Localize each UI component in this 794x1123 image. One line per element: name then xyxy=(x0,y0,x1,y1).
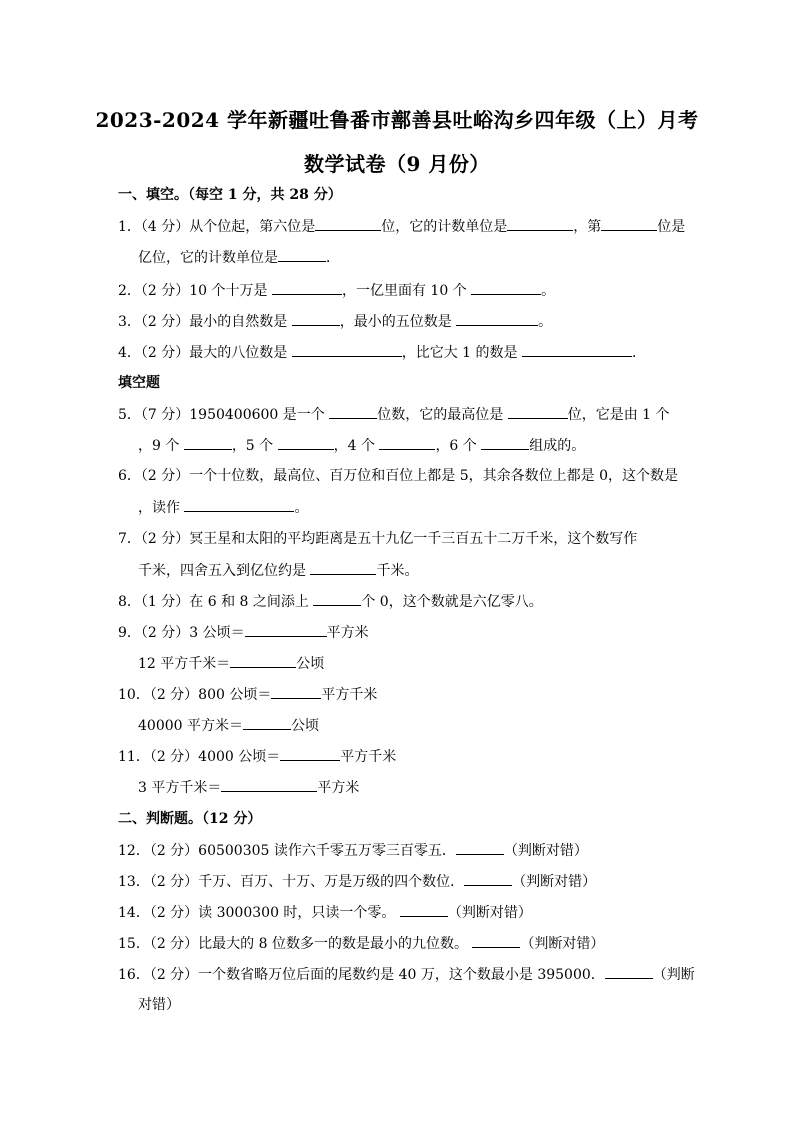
answer-blank xyxy=(472,934,520,948)
answer-blank xyxy=(221,778,317,792)
question-9-line1: 9．（2 分）3 公顷＝ 平方米 xyxy=(118,625,369,641)
question-5-line1: 5．（7 分）1950400600 是一个 位数，它的最高位是 位，它是由 1 个 xyxy=(118,407,670,423)
section-judgment-header: 二、判断题。（12 分） xyxy=(118,811,262,827)
exam-title-line2: 数学试卷（9 月份） xyxy=(304,152,490,176)
answer-blank xyxy=(329,405,377,419)
answer-blank xyxy=(507,217,573,231)
question-16-line2: 对错） xyxy=(138,997,180,1013)
answer-blank xyxy=(522,343,632,357)
answer-blank xyxy=(315,217,381,231)
question-4: 4．（2 分）最大的八位数是 ，比它大 1 的数是 ． xyxy=(118,345,646,361)
answer-blank xyxy=(278,436,334,450)
question-14: 14．（2 分）读 3000300 时，只读一个零。 （判断对错） xyxy=(118,905,532,921)
answer-blank xyxy=(471,281,541,295)
question-1-line1: 1．（4 分）从个位起，第六位是 位，它的计数单位是 ，第 位是 xyxy=(118,219,686,235)
question-8: 8．（1 分）在 6 和 8 之间添上 个 0，这个数就是六亿零八。 xyxy=(118,594,543,610)
answer-blank xyxy=(245,623,327,637)
question-7-line2: 千米，四舍五入到亿位约是 千米。 xyxy=(138,563,419,579)
question-11-line2: 3 平方千米＝ 平方米 xyxy=(138,780,360,796)
answer-blank xyxy=(313,592,361,606)
question-9-line2: 12 平方千米＝ 公顷 xyxy=(138,656,325,672)
section-fill-in-header: 一、填空。（每空 1 分，共 28 分） xyxy=(118,187,342,203)
answer-blank xyxy=(278,248,326,262)
answer-blank xyxy=(481,436,529,450)
question-10-line1: 10．（2 分）800 公顷＝ 平方千米 xyxy=(118,687,378,703)
question-1-line2: 亿位，它的计数单位是 ． xyxy=(138,250,340,266)
question-7-line1: 7．（2 分）冥王星和太阳的平均距离是五十九亿一千三百五十二万千米，这个数写作 xyxy=(118,531,638,547)
answer-blank xyxy=(292,312,340,326)
question-13: 13．（2 分）千万、百万、十万、万是万级的四个数位． （判断对错） xyxy=(118,874,597,890)
answer-blank xyxy=(184,498,294,512)
answer-blank xyxy=(271,685,321,699)
question-15: 15．（2 分）比最大的 8 位数多一的数是最小的九位数。 （判断对错） xyxy=(118,936,605,952)
section-fill-subheader: 填空题 xyxy=(118,375,160,391)
question-3: 3．（2 分）最小的自然数是 ，最小的五位数是 。 xyxy=(118,314,553,330)
question-10-line2: 40000 平方米＝ 公顷 xyxy=(138,718,319,734)
answer-blank xyxy=(272,281,342,295)
question-12: 12．（2 分）60500305 读作六千零五万零三百零五． （判断对错） xyxy=(118,843,588,859)
question-16-line1: 16．（2 分）一个数省略万位后面的尾数约是 40 万，这个数最小是 395000． （判断 xyxy=(118,967,695,983)
question-11-line1: 11．（2 分）4000 公顷＝ 平方千米 xyxy=(118,749,397,765)
answer-blank xyxy=(280,747,340,761)
answer-blank xyxy=(508,405,568,419)
answer-blank xyxy=(310,561,376,575)
answer-blank xyxy=(601,217,657,231)
answer-blank xyxy=(184,436,232,450)
answer-blank xyxy=(379,436,435,450)
answer-blank xyxy=(230,654,296,668)
answer-blank xyxy=(456,312,538,326)
answer-blank xyxy=(292,343,402,357)
answer-blank xyxy=(464,872,512,886)
answer-blank xyxy=(605,965,653,979)
exam-title-line1: 2023-2024 学年新疆吐鲁番市鄯善县吐峪沟乡四年级（上）月考 xyxy=(95,108,699,132)
answer-blank xyxy=(243,716,291,730)
question-5-line2: ，9 个 ，5 个 ，4 个 ，6 个 组成的。 xyxy=(138,438,586,454)
answer-blank xyxy=(456,841,504,855)
answer-blank xyxy=(400,903,448,917)
question-2: 2．（2 分）10 个十万是 ，一亿里面有 10 个 。 xyxy=(118,283,556,299)
question-6-line1: 6．（2 分）一个十位数，最高位、百万位和百位上都是 5，其余各数位上都是 0，这个数是 xyxy=(118,468,678,484)
question-6-line2: ，读作 。 xyxy=(138,500,309,516)
